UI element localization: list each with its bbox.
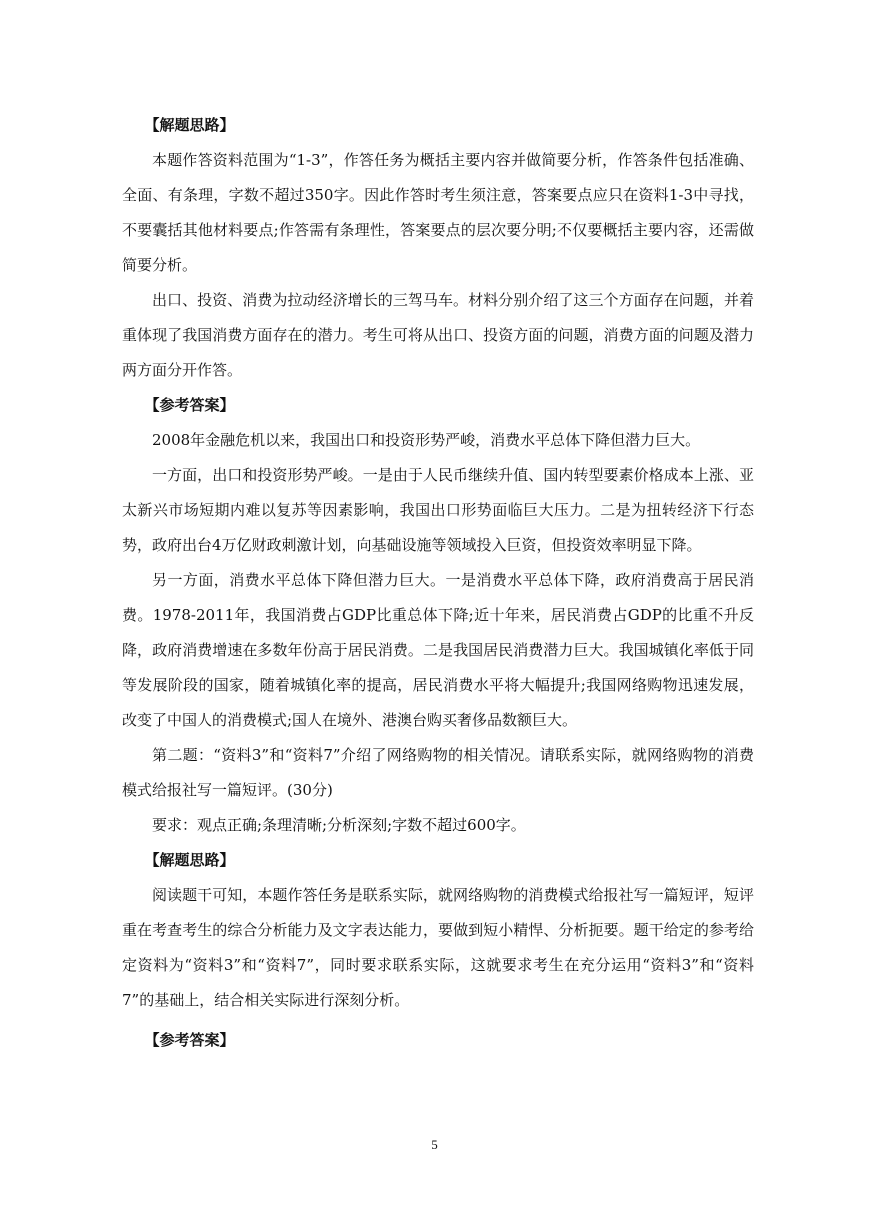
paragraph-question-two-analysis: 阅读题干可知，本题作答任务是联系实际，就网络购物的消费模式给报社写一篇短评，短评重在考查考生的综合分析能力及文字表达能力，要做到短小精悍、分析扼要。题干给定的参考给定资料为“资料3”和“资料7”，同时要求联系实际，这就要求考生在充分运用“资料3”和“资料7”的基础上，结合相关实际进行深刻分析。 [122,886,754,1009]
paragraph-answer-summary: 2008年金融危机以来，我国出口和投资形势严峻，消费水平总体下降但潜力巨大。 [152,431,701,449]
paragraph-requirements: 要求：观点正确;条理清晰;分析深刻;字数不超过600字。 [152,816,526,834]
paragraph-export-investment: 一方面，出口和投资形势严峻。一是由于人民币继续升值、国内转型要素价格成本上涨、亚太新兴市场短期内难以复苏等因素影响，我国出口形势面临巨大压力。二是为扭转经济下行态势，政府出台4万亿财政刺激计划，向基础设施等领域投入巨资，但投资效率明显下降。 [122,466,754,554]
paragraph-task-scope: 本题作答资料范围为“1-3”，作答任务为概括主要内容并做简要分析，作答条件包括准确、全面、有条理，字数不超过350字。因此作答时考生须注意，答案要点应只在资料1-3中寻找，不要囊括其他材料要点;作答需有条理性，答案要点的层次要分明;不仅要概括主要内容，还需做简要分析。 [122,151,754,274]
section-heading-solution-approach: 【解题思路】 [144,116,235,134]
section-heading-solution-approach-2: 【解题思路】 [144,851,235,869]
section-heading-reference-answer-2: 【参考答案】 [144,1031,235,1049]
paragraph-consumption: 另一方面，消费水平总体下降但潜力巨大。一是消费水平总体下降，政府消费高于居民消费。1978-2011年，我国消费占GDP比重总体下降;近十年来，居民消费占GDP的比重不升反降，政府消费增速在多数年份高于居民消费。二是我国居民消费潜力巨大。我国城镇化率低于同等发展阶段的国家，随着城镇化率的提高，居民消费水平将大幅提升;我国网络购物迅速发展，改变了中国人的消费模式;国人在境外、港澳台购买奢侈品数额巨大。 [122,571,754,729]
paragraph-three-drivers: 出口、投资、消费为拉动经济增长的三驾马车。材料分别介绍了这三个方面存在问题，并着重体现了我国消费方面存在的潜力。考生可将从出口、投资方面的问题，消费方面的问题及潜力两方面分开作答。 [122,291,754,379]
page-number: 5 [431,1137,438,1152]
paragraph-question-two: 第二题：“资料3”和“资料7”介绍了网络购物的相关情况。请联系实际，就网络购物的消费模式给报社写一篇短评。(30分) [122,746,754,799]
document-body [122,108,754,1058]
section-heading-reference-answer: 【参考答案】 [144,396,235,414]
